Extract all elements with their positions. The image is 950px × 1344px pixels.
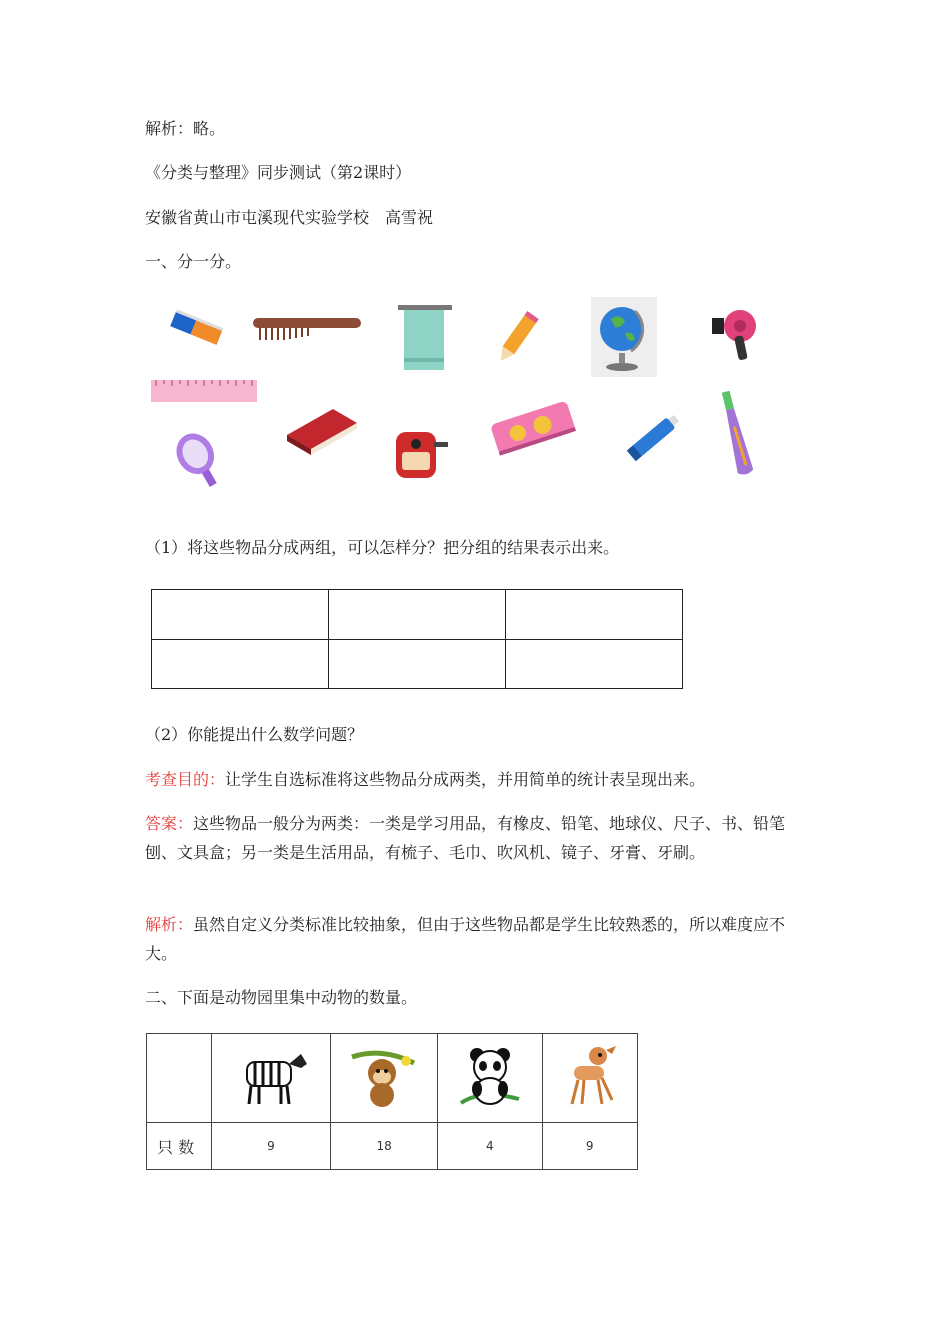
answer-text: 这些物品一般分为两类：一类是学习用品，有橡皮、铅笔、地球仪、尺子、书、铅笔刨、文具盒；另一类是生活用品，有梳子、毛巾、吹风机、镜子、牙膏、牙刷。 [145,814,786,862]
pencil-case-icon [487,400,579,456]
answer-label: 答案： [145,814,194,833]
grouping-table [151,589,683,689]
table-cell[interactable] [506,639,683,689]
answer-paragraph [145,809,800,867]
table-cell[interactable] [152,590,329,640]
pencil-sharpener-icon [388,418,450,484]
question-2: （2）你能提出什么数学问题？ [145,725,364,744]
count-panda: 4 [438,1123,542,1170]
animal-cell [542,1034,638,1123]
toothbrush-icon [718,386,760,480]
question-1: （1）将这些物品分成两组，可以怎样分？把分组的结果表示出来。 [145,538,620,557]
ruler-icon [150,379,258,403]
animal-cell [330,1034,437,1123]
explanation-text: 虽然自定义分类标准比较抽象，但由于这些物品都是学生比较熟悉的，所以难度应不大。 [145,915,786,963]
animal-cell [438,1034,542,1123]
section-2-heading: 二、下面是动物园里集中动物的数量。 [145,988,418,1007]
row-label: 只 数 [147,1123,212,1170]
goal-paragraph [145,765,800,794]
count-deer: 9 [542,1123,638,1170]
table-cell[interactable] [506,590,683,640]
zoo-animal-table [146,1033,638,1170]
deer-icon [558,1042,622,1112]
globe-icon [591,297,657,377]
count-zebra: 9 [212,1123,331,1170]
pencil-icon [492,308,542,368]
author-line: 安徽省黄山市屯溪现代实验学校 高雪祝 [145,208,434,227]
section-1-heading: 一、分一分。 [145,252,242,271]
explanation-paragraph [145,910,800,968]
hair-dryer-icon [710,306,766,366]
explanation-label: 解析： [145,915,194,934]
zebra-icon [231,1046,311,1108]
count-monkey: 18 [330,1123,437,1170]
goal-text: 让学生自选标准将这些物品分成两类，并用简单的统计表呈现出来。 [225,770,706,789]
eraser-icon [166,308,226,350]
comb-icon [250,310,365,344]
table-cell[interactable] [329,639,506,689]
previous-analysis: 解析：略。 [145,119,226,138]
table-cell[interactable] [152,639,329,689]
toothpaste-icon [622,403,688,469]
goal-label: 考查目的： [145,770,226,789]
animal-cell [212,1034,331,1123]
header-empty-cell [147,1034,212,1123]
table-cell[interactable] [329,590,506,640]
book-icon [283,405,361,457]
mirror-icon [170,428,232,492]
monkey-icon [348,1043,420,1111]
towel-icon [396,303,454,373]
panda-icon [455,1041,525,1113]
page-title: 《分类与整理》同步测试（第2课时） [145,163,412,182]
